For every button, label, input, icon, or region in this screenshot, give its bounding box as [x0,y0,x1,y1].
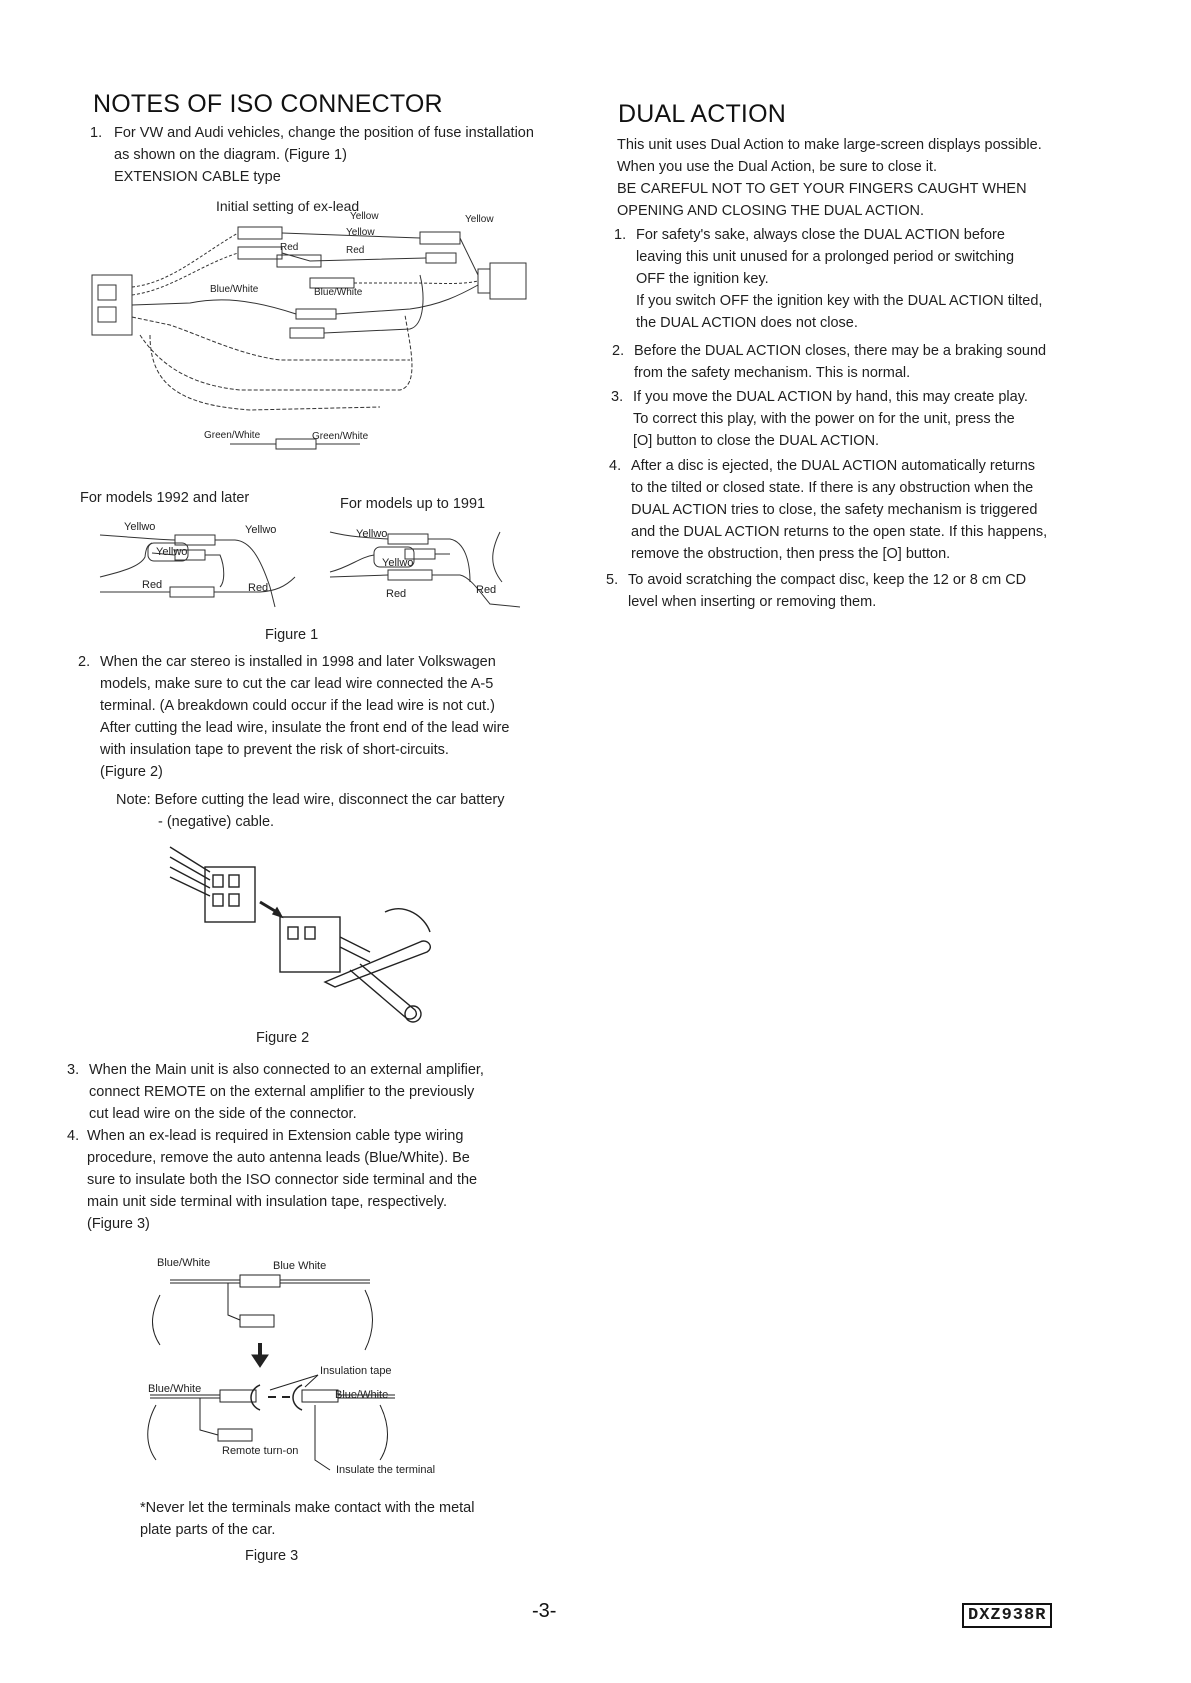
text-line: If you move the DUAL ACTION by hand, this may create play. [633,389,1028,405]
text-line: [O] button to close the DUAL ACTION. [633,433,880,449]
iso-note-1 [90,122,570,188]
wire-label-blue-white: Blue/White [335,1389,389,1401]
item-number: 2. [78,654,91,670]
figure-2-caption: Figure 2 [256,1030,310,1046]
text-line: When the Main unit is also connected to an external amplifier, [89,1062,484,1078]
text-line: from the safety mechanism. This is normal. [634,365,911,381]
dual-action-item-4 [609,455,1099,565]
iso-connector [92,275,132,335]
text-line: models, make sure to cut the car lead wire connected the A-5 [100,676,494,692]
text-line: OPENING AND CLOSING THE DUAL ACTION. [617,203,924,219]
item-number: 4. [609,458,622,474]
wire-label-yellow: Yellow [346,227,375,238]
insulate-terminal-label: Insulate the terminal [336,1464,436,1476]
wiring-harness-drawing [80,195,580,460]
wire-label-yellwo: Yellwo [382,557,414,569]
text-line: Before the DUAL ACTION closes, there may be a braking sound [634,343,1047,359]
wire-label-red: Red [386,588,407,600]
wire-label-red: Red [280,242,299,253]
figure-3-insulation [140,1255,480,1495]
text-line: level when inserting or removing them. [628,594,877,610]
initial-setting-label: Initial setting of ex-lead [216,198,360,214]
dual-action-item-2 [612,340,1092,384]
text-line: main unit side terminal with insulation tape, respectively. [87,1194,447,1210]
text-line: For VW and Audi vehicles, change the position of fuse installation [114,125,534,141]
figure-3-caption: Figure 3 [245,1548,299,1564]
text-line: as shown on the diagram. (Figure 1) [114,147,347,163]
text-line: EXTENSION CABLE type [114,169,281,185]
figure-1-wiring-diagram [80,195,580,460]
wire-label-green-white: Green/White [312,431,369,442]
text-line: *Never let the terminals make contact with the metal [140,1500,475,1516]
wire-label-blue-white: Blue/White [210,284,259,295]
dual-action-heading: DUAL ACTION [618,100,786,128]
text-line: plate parts of the car. [140,1522,276,1538]
wire-label-yellow: Yellow [465,214,494,225]
text-line: with insulation tape to prevent the risk of short-circuits. [100,742,449,758]
text-line: to the tilted or closed state. If there is any obstruction when the [631,480,1034,496]
item-number: 1. [90,125,103,141]
fuse-holder [296,309,336,319]
wire-label-yellwo: Yellwo [356,528,388,540]
text-line: When the car stereo is installed in 1998 and later Volkswagen [100,654,496,670]
text-line: and the DUAL ACTION returns to the open state. If this happens, [631,524,1048,540]
wire-label-blue-white: Blue White [273,1260,327,1272]
text-line: To correct this play, with the power on for the unit, press the [633,411,1015,427]
fuse-holder [238,227,282,239]
text-line: OFF the ignition key. [636,271,769,287]
fuse-detail-1992-later [100,517,300,607]
text-line: the DUAL ACTION does not close. [636,315,858,331]
fuse-holder [420,232,460,244]
item-number: 1. [614,227,627,243]
wire-label-blue-white: Blue/White [157,1257,211,1269]
dual-action-item-1 [614,224,1094,334]
remote-turn-on-label: Remote turn-on [222,1445,299,1457]
connector-and-cutter-drawing [165,842,445,1022]
wire-label-blue-white: Blue/White [314,287,363,298]
fuse-holder [290,328,324,338]
text-line: cut lead wire on the side of the connector. [89,1106,357,1122]
notes-heading: NOTES OF ISO CONNECTOR [93,90,443,118]
models-1992-later-label: For models 1992 and later [80,490,250,506]
wire-label-red: Red [142,579,163,591]
item-number: 2. [612,343,625,359]
item-number: 5. [606,572,619,588]
fuse-detail-up-to-1991 [330,522,520,612]
figure-1-caption: Figure 1 [265,627,319,643]
text-line: DUAL ACTION tries to close, the safety mechanism is triggered [631,502,1038,518]
item-number: 3. [67,1062,80,1078]
wire-label-yellwo: Yellwo [245,524,277,536]
wire-label-green-white: Green/White [204,430,261,441]
item-number: 4. [67,1128,80,1144]
dual-action-item-3 [611,386,1091,452]
text-line: After a disc is ejected, the DUAL ACTION automatically returns [631,458,1036,474]
text-line: connect REMOTE on the external amplifier to the previously [89,1084,475,1100]
text-line: When you use the Dual Action, be sure to close it. [617,159,937,175]
wire-label-yellow: Yellow [350,211,379,222]
page-number: -3- [532,1600,557,1622]
wire-label-blue-white: Blue/White [148,1383,202,1395]
battery-note [116,789,505,833]
fuse-holder [238,247,282,259]
text-line: If you switch OFF the ignition key with the DUAL ACTION tilted, [636,293,1043,309]
fuse-holder [426,253,456,263]
text-line: Note: Before cutting the lead wire, disconnect the car battery [116,792,505,808]
terminal-warning [140,1497,474,1541]
text-line: (Figure 2) [100,764,163,780]
wire-label-red: Red [248,582,269,594]
figure-2-cutting-wire [165,842,445,1022]
wire-label-yellwo: Yellwo [156,546,188,558]
insulation-tape-label: Insulation tape [320,1365,392,1377]
model-number-badge: DXZ938R [962,1603,1052,1628]
text-line: (Figure 3) [87,1216,150,1232]
text-line: When an ex-lead is required in Extension cable type wiring [87,1128,464,1144]
wire-label-red: Red [346,245,365,256]
dual-action-item-5 [606,569,1096,613]
text-line: - (negative) cable. [158,814,275,830]
item-number: 3. [611,389,624,405]
text-line: procedure, remove the auto antenna leads (Blue/White). Be [87,1150,470,1166]
text-line: sure to insulate both the ISO connector side terminal and the [87,1172,478,1188]
insulation-drawing [140,1255,480,1495]
text-line: BE CAREFUL NOT TO GET YOUR FINGERS CAUGHT WHEN [617,181,1027,197]
text-line: To avoid scratching the compact disc, keep the 12 or 8 cm CD [628,572,1027,588]
iso-note-4 [67,1125,577,1235]
text-line: terminal. (A breakdown could occur if the lead wire is not cut.) [100,698,495,714]
wire-label-red: Red [476,584,497,596]
fuse-holder [276,439,316,449]
text-line: remove the obstruction, then press the [O] button. [631,546,951,562]
main-unit-connector [490,263,526,299]
text-line: leaving this unit unused for a prolonged period or switching [636,249,1015,265]
wire-label-yellwo: Yellwo [124,521,156,533]
text-line: This unit uses Dual Action to make large-screen displays possible. [617,137,1042,153]
iso-note-3 [67,1059,577,1125]
dual-action-intro [617,134,1087,222]
text-line: After cutting the lead wire, insulate the front end of the lead wire [100,720,510,736]
iso-note-2 [78,651,578,783]
models-up-to-1991-label: For models up to 1991 [340,496,486,512]
text-line: For safety's sake, always close the DUAL ACTION before [636,227,1005,243]
